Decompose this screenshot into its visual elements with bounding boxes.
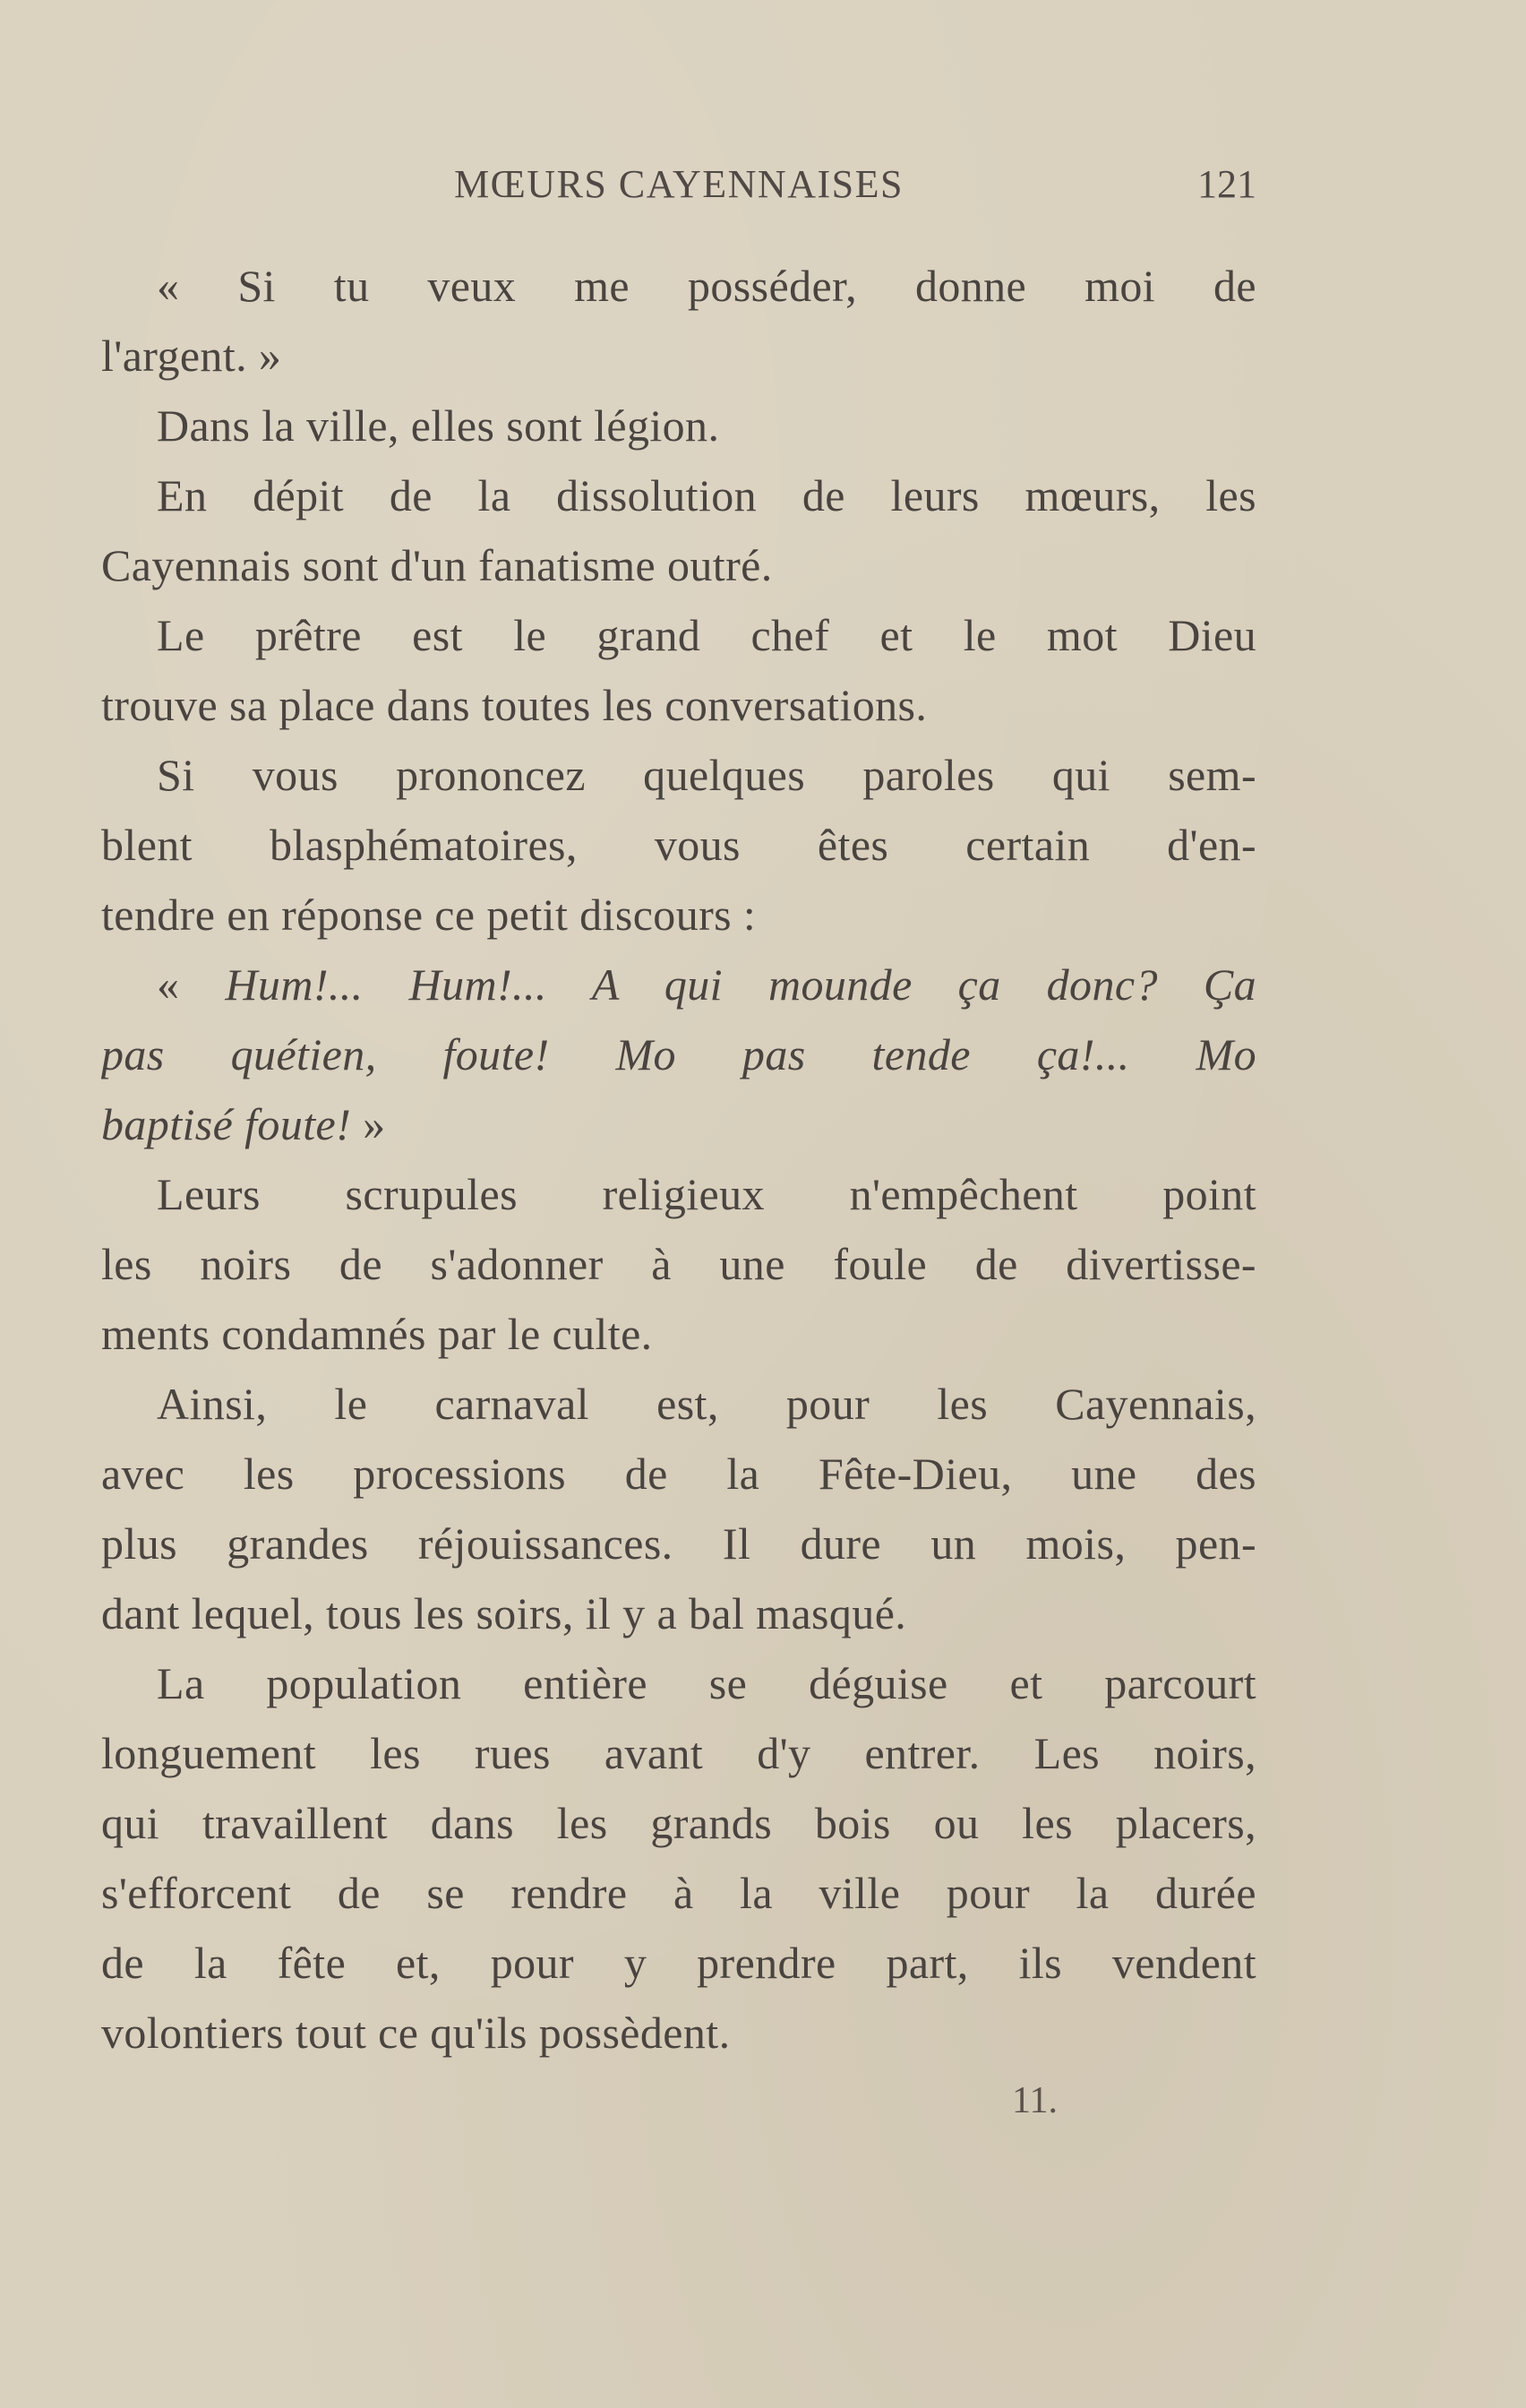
- text-line: Le prêtre est le grand chef et le mot Dieu: [157, 610, 1256, 660]
- text-line: En dépit de la dissolution de leurs mœurs, les: [157, 470, 1256, 520]
- quote-close: »: [351, 1099, 386, 1149]
- text-line: Ainsi, le carnaval est, pour les Cayennais,: [157, 1379, 1256, 1429]
- text-line: ments condamnés par le culte.: [101, 1309, 653, 1359]
- quote-open: «: [157, 959, 226, 1010]
- text-line-quote: [101, 950, 1256, 1019]
- text-line: Dans la ville, elles sont légion.: [157, 400, 720, 451]
- text-line: avec les processions de la Fête-Dieu, une des: [101, 1449, 1256, 1499]
- creole-quote: Hum!... Hum!... A qui mounde ça donc? Ça: [225, 959, 1256, 1010]
- text-line: qui travaillent dans les grands bois ou les placers,: [101, 1798, 1256, 1848]
- text-line: Leurs scrupules religieux n'empêchent point: [157, 1169, 1256, 1219]
- text-line: plus grandes réjouissances. Il dure un mois, pen-: [101, 1518, 1256, 1569]
- text-line-quote: pas quétien, foute! Mo pas tende ça!... Mo: [101, 1029, 1256, 1079]
- text-line: trouve sa place dans toutes les conversations.: [101, 680, 928, 730]
- text-line: les noirs de s'adonner à une foule de divertisse-: [101, 1239, 1256, 1289]
- body-text: [101, 251, 1256, 2068]
- running-head-title: MŒURS CAYENNAISES: [454, 162, 904, 206]
- running-head: [101, 158, 1256, 211]
- signature-mark: 11.: [1012, 2080, 1058, 2121]
- creole-quote: baptisé foute!: [101, 1099, 352, 1149]
- text-line: blent blasphématoires, vous êtes certain d'en-: [101, 820, 1256, 870]
- text-line: Si vous prononcez quelques paroles qui sem-: [157, 750, 1256, 800]
- text-line: volontiers tout ce qu'ils possèdent.: [101, 2008, 731, 2058]
- text-line: s'efforcent de se rendre à la ville pour la durée: [101, 1868, 1256, 1918]
- text-line: de la fête et, pour y prendre part, ils vendent: [101, 1938, 1256, 1988]
- text-line: Cayennais sont d'un fanatisme outré.: [101, 540, 773, 590]
- text-line: l'argent. »: [101, 331, 282, 381]
- text-line-quote: [101, 1089, 1256, 1159]
- page-number: 121: [1197, 162, 1256, 206]
- text-line: « Si tu veux me posséder, donne moi de: [157, 261, 1256, 311]
- text-line: longuement les rues avant d'y entrer. Les noirs,: [101, 1728, 1256, 1778]
- text-line: dant lequel, tous les soirs, il y a bal masqué.: [101, 1588, 907, 1638]
- text-line: La population entière se déguise et parcourt: [157, 1658, 1256, 1708]
- text-line: tendre en réponse ce petit discours :: [101, 890, 757, 940]
